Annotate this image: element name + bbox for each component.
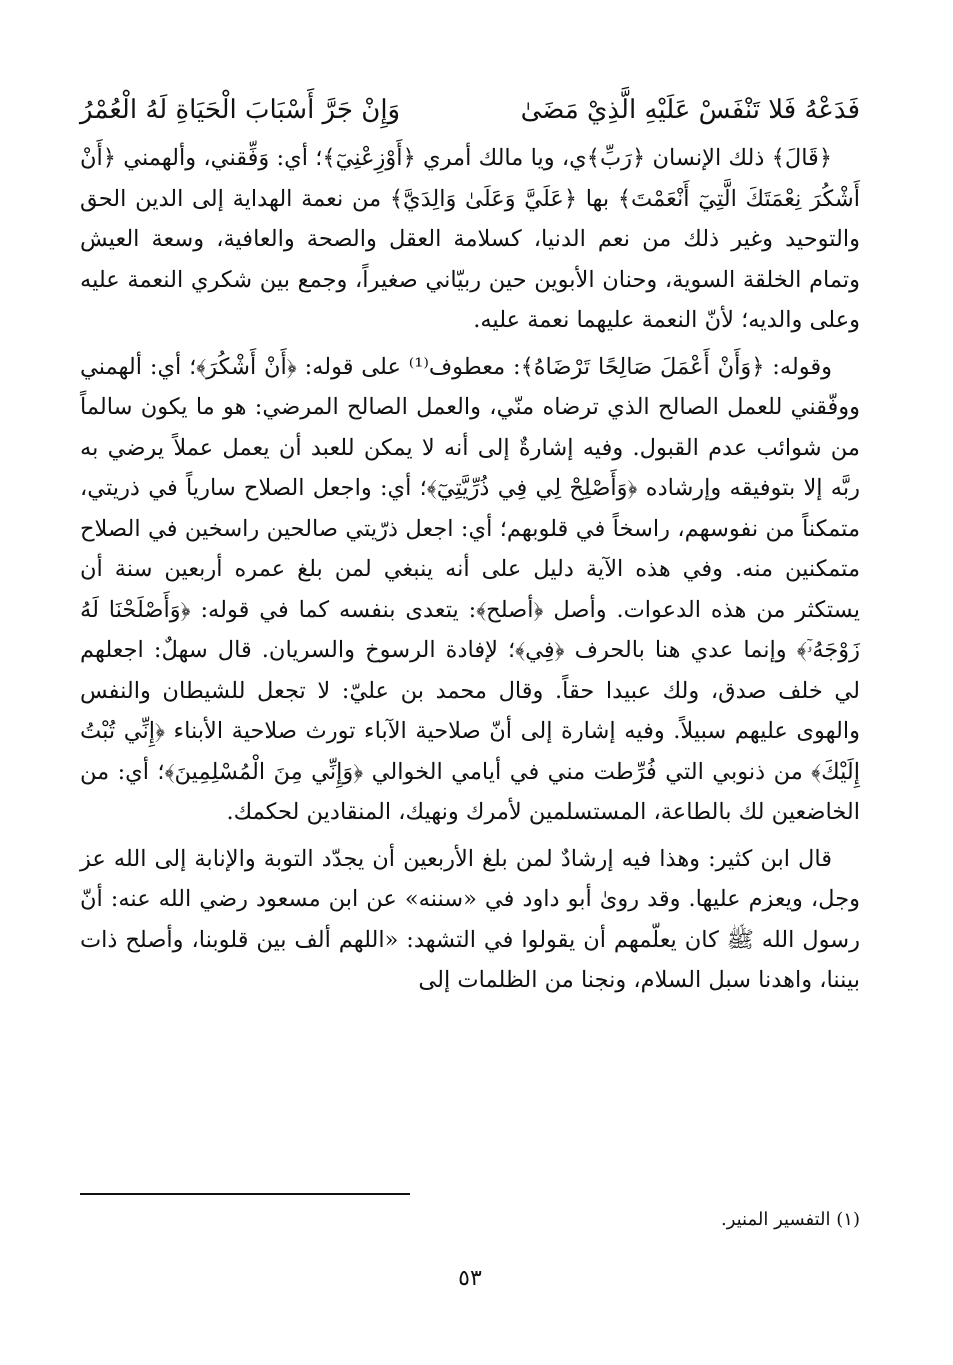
poetry-verse [80,88,860,132]
book-page [80,80,860,1300]
footnote: (١) التفسير المنير. [720,1209,860,1230]
paragraph-1: ﴿قَالَ﴾ ذلك الإنسان ﴿رَبِّ﴾ي، ويا مالك أمري ﴿أَوْزِعْنِيٓ﴾؛ أي: وَفِّقني، وألهمني ﴿أَنْ أَشْكُرَ نِعْمَتَكَ الَّتِيٓ أَنْعَمْتَ﴾ بها ﴿عَلَيَّ وَعَلَىٰ وَالِدَيَّ﴾ من نعمة الهداية إلى الدين الحق والتوحيد وغير ذلك من نعم الدنيا، كسلامة العقل والصحة والعافية، وسعة العيش وتمام الخلقة السوية، وحنان الأبوين حين ربيّاني صغيراً، وجمع بين شكري النعمة عليه وعلى والديه؛ لأنّ النعمة عليهما نعمة عليه. [80,145,860,333]
footnote-separator [80,1193,410,1195]
paragraph-2: وقوله: ﴿وَأَنْ أَعْمَلَ صَالِحًا تَرْضَاهُ﴾: معطوف⁽¹⁾ على قوله: ﴿أَنْ أَشْكُرَ﴾؛ أي: ألهمني ووفّقني للعمل الصالح الذي ترضاه منّي، والعمل الصالح المرضي: هو ما يكون سالماً من شوائب عدم القبول. وفيه إشارةٌ إلى أنه لا يمكن للعبد أن يعمل عملاً يرضي به ربَّه إلا بتوفيقه وإرشاده ﴿وَأَصْلِحْ لِي فِي ذُرِّيَّتِيٓ﴾؛ أي: واجعل الصلاح سارياً في ذريتي، متمكناً من نفوسهم، راسخاً في قلوبهم؛ أي: اجعل ذرّيتي صالحين راسخين في الصلاح متمكنين منه. وفي هذه الآية دليل على أنه ينبغي لمن بلغ عمره أربعين سنة أن يستكثر من هذه الدعوات. وأصل ﴿أصلح﴾: يتعدى بنفسه كما في قوله: ﴿وَأَصْلَحْنَا لَهُ زَوْجَهُۥٓ﴾ وإنما عدي هنا بالحرف ﴿فِي﴾؛ لإفادة الرسوخ والسريان. قال سهلٌ: اجعلهم لي خلف صدق، ولك عبيدا حقاً. وقال محمد بن عليّ: لا تجعل للشيطان والنفس والهوى عليهم سبيلاً. وفيه إشارة إلى أنّ صلاحية الآباء تورث صلاحية الأبناء ﴿إِنِّي تُبْتُ إِلَيْكَ﴾ من ذنوبي التي فُرِّطت مني في أيامي الخوالي ﴿وَإِنِّي مِنَ الْمُسْلِمِينَ﴾؛ أي: من الخاضعين لك بالطاعة، المستسلمين لأمرك ونهيك، المنقادين لحكمك. [80,353,860,825]
page-number: ٥٣ [458,1266,482,1291]
verse-first-hemistich: فَدَعْهُ فَلا تَنْفَسْ عَلَيْهِ الَّذِيْ مَضَىٰ [520,95,860,125]
verse-second-hemistich: وَإِنْ جَرَّ أَسْبَابَ الْحَيَاةِ لَهُ الْعُمْرُ [80,95,401,125]
paragraph-3: قال ابن كثير: وهذا فيه إرشادٌ لمن بلغ الأربعين أن يجدّد التوبة والإنابة إلى الله عز وجل، ويعزم عليها. وقد روىٰ أبو داود في «سننه» عن ابن مسعود رضي الله عنه: أنّ رسول الله ﷺ كان يعلّمهم أن يقولوا في التشهد: «اللهم ألف بين قلوبنا، وأصلح ذات بيننا، واهدنا سبل السلام، ونجنا من الظلمات إلى [80,845,860,993]
